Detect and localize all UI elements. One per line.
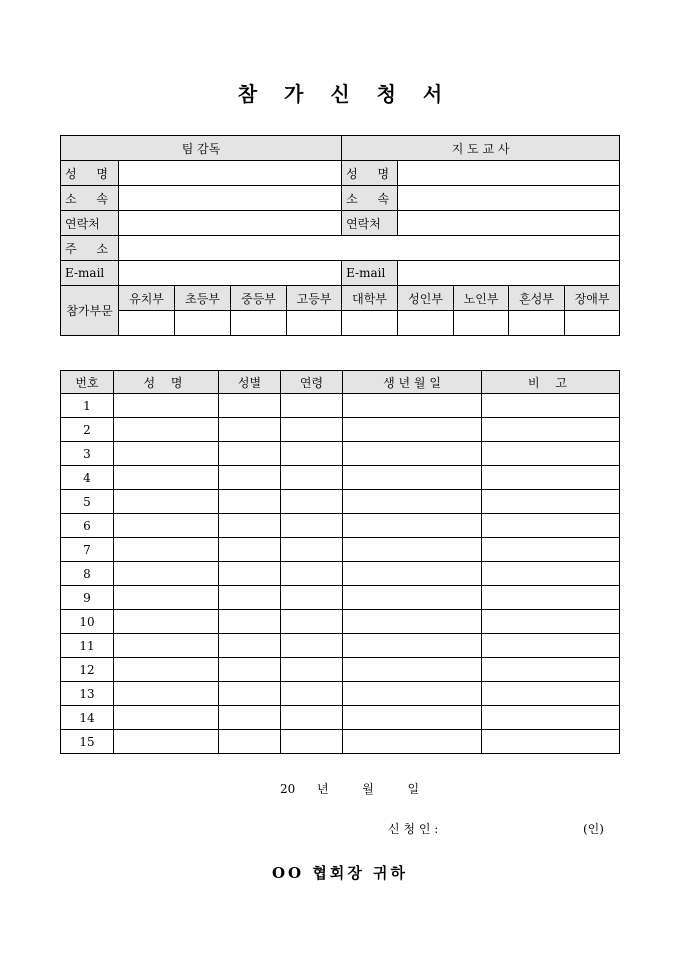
gender-cell[interactable] — [219, 394, 281, 418]
birth-date-cell[interactable] — [343, 442, 482, 466]
division-disabled: 장애부 — [565, 286, 620, 311]
note-cell[interactable] — [482, 730, 620, 754]
note-cell[interactable] — [482, 490, 620, 514]
table-row — [61, 490, 620, 514]
gender-cell[interactable] — [219, 466, 281, 490]
seal-label: (인) — [583, 822, 604, 836]
gender-cell[interactable] — [219, 538, 281, 562]
row-number: 6 — [61, 514, 114, 538]
row-number: 5 — [61, 490, 114, 514]
note-cell[interactable] — [482, 610, 620, 634]
teacher-affiliation-field[interactable] — [398, 186, 620, 211]
division-label: 참가부문 — [61, 286, 119, 336]
date-year: 20 — [280, 782, 296, 796]
supervisor-affiliation-label: 소 속 — [61, 186, 119, 211]
date-line — [280, 780, 419, 797]
table-row — [61, 538, 620, 562]
note-cell[interactable] — [482, 658, 620, 682]
name-cell[interactable] — [114, 490, 219, 514]
name-cell[interactable] — [114, 466, 219, 490]
teacher-name-field[interactable] — [398, 161, 620, 186]
row-number: 8 — [61, 562, 114, 586]
birth-date-cell[interactable] — [343, 562, 482, 586]
table-row — [61, 706, 620, 730]
age-cell[interactable] — [281, 466, 343, 490]
supervisor-email-field[interactable] — [119, 261, 342, 286]
table-row — [61, 634, 620, 658]
gender-cell[interactable] — [219, 658, 281, 682]
division-check-field[interactable] — [119, 311, 175, 336]
note-cell[interactable] — [482, 538, 620, 562]
birth-date-cell[interactable] — [343, 682, 482, 706]
table-row — [61, 562, 620, 586]
division-check-field[interactable] — [565, 311, 620, 336]
age-cell[interactable] — [281, 562, 343, 586]
teacher-contact-label: 연락처 — [342, 211, 398, 236]
name-cell[interactable] — [114, 610, 219, 634]
participant-list-table — [60, 370, 620, 754]
age-cell[interactable] — [281, 514, 343, 538]
row-number: 11 — [61, 634, 114, 658]
teacher-affiliation-label: 소 속 — [342, 186, 398, 211]
division-check-field[interactable] — [231, 311, 287, 336]
team-supervisor-header: 팀 감독 — [61, 136, 342, 161]
birth-date-cell[interactable] — [343, 634, 482, 658]
participant-rows — [61, 394, 620, 754]
supervisor-affiliation-field[interactable] — [119, 186, 342, 211]
teacher-email-label: E-mail — [342, 261, 398, 286]
age-cell[interactable] — [281, 706, 343, 730]
note-cell[interactable] — [482, 706, 620, 730]
birth-date-cell[interactable] — [343, 658, 482, 682]
row-number: 13 — [61, 682, 114, 706]
supervisor-name-label: 성 명 — [61, 161, 119, 186]
note-cell[interactable] — [482, 514, 620, 538]
note-cell[interactable] — [482, 442, 620, 466]
gender-cell[interactable] — [219, 610, 281, 634]
division-check-field[interactable] — [398, 311, 454, 336]
birth-date-cell[interactable] — [343, 610, 482, 634]
row-number: 3 — [61, 442, 114, 466]
name-cell[interactable] — [114, 418, 219, 442]
age-cell[interactable] — [281, 586, 343, 610]
birth-date-cell[interactable] — [343, 418, 482, 442]
name-cell[interactable] — [114, 514, 219, 538]
header-age: 연령 — [281, 371, 343, 394]
date-month-unit: 월 — [362, 782, 374, 796]
gender-cell[interactable] — [219, 418, 281, 442]
table-row — [61, 730, 620, 754]
table-row — [61, 442, 620, 466]
birth-date-cell[interactable] — [343, 514, 482, 538]
name-cell[interactable] — [114, 682, 219, 706]
birth-date-cell[interactable] — [343, 586, 482, 610]
gender-cell[interactable] — [219, 682, 281, 706]
header-number: 번호 — [61, 371, 114, 394]
division-high: 고등부 — [287, 286, 342, 311]
name-cell[interactable] — [114, 442, 219, 466]
teacher-header: 지 도 교 사 — [342, 136, 620, 161]
birth-date-cell[interactable] — [343, 538, 482, 562]
name-cell[interactable] — [114, 586, 219, 610]
gender-cell[interactable] — [219, 586, 281, 610]
note-cell[interactable] — [482, 586, 620, 610]
age-cell[interactable] — [281, 634, 343, 658]
birth-date-cell[interactable] — [343, 730, 482, 754]
note-cell[interactable] — [482, 418, 620, 442]
gender-cell[interactable] — [219, 490, 281, 514]
birth-date-cell[interactable] — [343, 706, 482, 730]
division-check-field[interactable] — [342, 311, 398, 336]
division-adult: 성인부 — [398, 286, 454, 311]
age-cell[interactable] — [281, 658, 343, 682]
gender-cell[interactable] — [219, 706, 281, 730]
row-number: 10 — [61, 610, 114, 634]
name-cell[interactable] — [114, 706, 219, 730]
row-number: 9 — [61, 586, 114, 610]
gender-cell[interactable] — [219, 442, 281, 466]
age-cell[interactable] — [281, 682, 343, 706]
note-cell[interactable] — [482, 466, 620, 490]
table-row — [61, 586, 620, 610]
supervisor-email-label: E-mail — [61, 261, 119, 286]
table-row — [61, 514, 620, 538]
name-cell[interactable] — [114, 394, 219, 418]
name-cell[interactable] — [114, 634, 219, 658]
division-kindergarten: 유치부 — [119, 286, 175, 311]
division-check-field[interactable] — [287, 311, 342, 336]
gender-cell[interactable] — [219, 514, 281, 538]
row-number: 14 — [61, 706, 114, 730]
supervisor-contact-field[interactable] — [119, 211, 342, 236]
row-number: 4 — [61, 466, 114, 490]
age-cell[interactable] — [281, 418, 343, 442]
header-name: 성 명 — [114, 371, 219, 394]
row-number: 7 — [61, 538, 114, 562]
table-row — [61, 610, 620, 634]
division-middle: 중등부 — [231, 286, 287, 311]
address-label: 주 소 — [61, 236, 119, 261]
name-cell[interactable] — [114, 730, 219, 754]
date-day-unit: 일 — [407, 782, 420, 796]
address-field[interactable] — [119, 236, 620, 261]
birth-date-cell[interactable] — [343, 490, 482, 514]
division-check-field[interactable] — [175, 311, 231, 336]
header-note: 비 고 — [482, 371, 620, 394]
row-number: 15 — [61, 730, 114, 754]
division-senior: 노인부 — [454, 286, 509, 311]
division-mixed: 혼성부 — [509, 286, 565, 311]
teacher-contact-field[interactable] — [398, 211, 620, 236]
gender-cell[interactable] — [219, 634, 281, 658]
age-cell[interactable] — [281, 538, 343, 562]
table-row — [61, 658, 620, 682]
document-title: 참 가 신 청 서 — [237, 82, 453, 106]
gender-cell[interactable] — [219, 730, 281, 754]
table-row — [61, 466, 620, 490]
birth-date-cell[interactable] — [343, 466, 482, 490]
supervisor-name-field[interactable] — [119, 161, 342, 186]
age-cell[interactable] — [281, 610, 343, 634]
name-cell[interactable] — [114, 562, 219, 586]
header-gender: 성별 — [219, 371, 281, 394]
table-row — [61, 394, 620, 418]
age-cell[interactable] — [281, 730, 343, 754]
row-number: 1 — [61, 394, 114, 418]
applicant-label: 신 청 인 : — [388, 822, 439, 836]
note-cell[interactable] — [482, 634, 620, 658]
division-check-field[interactable] — [509, 311, 565, 336]
addressee: OO 협회장 귀하 — [271, 864, 409, 882]
age-cell[interactable] — [281, 442, 343, 466]
age-cell[interactable] — [281, 394, 343, 418]
division-check-field[interactable] — [454, 311, 509, 336]
table-row — [61, 682, 620, 706]
supervisor-info-table — [60, 135, 620, 336]
table-row — [61, 418, 620, 442]
gender-cell[interactable] — [219, 562, 281, 586]
header-birth-date: 생 년 월 일 — [343, 371, 482, 394]
name-cell[interactable] — [114, 658, 219, 682]
row-number: 2 — [61, 418, 114, 442]
teacher-name-label: 성 명 — [342, 161, 398, 186]
birth-date-cell[interactable] — [343, 394, 482, 418]
supervisor-contact-label: 연락처 — [61, 211, 119, 236]
row-number: 12 — [61, 658, 114, 682]
note-cell[interactable] — [482, 394, 620, 418]
division-university: 대학부 — [342, 286, 398, 311]
teacher-email-field[interactable] — [398, 261, 620, 286]
note-cell[interactable] — [482, 562, 620, 586]
date-year-unit: 년 — [316, 782, 329, 796]
age-cell[interactable] — [281, 490, 343, 514]
note-cell[interactable] — [482, 682, 620, 706]
name-cell[interactable] — [114, 538, 219, 562]
division-elementary: 초등부 — [175, 286, 231, 311]
